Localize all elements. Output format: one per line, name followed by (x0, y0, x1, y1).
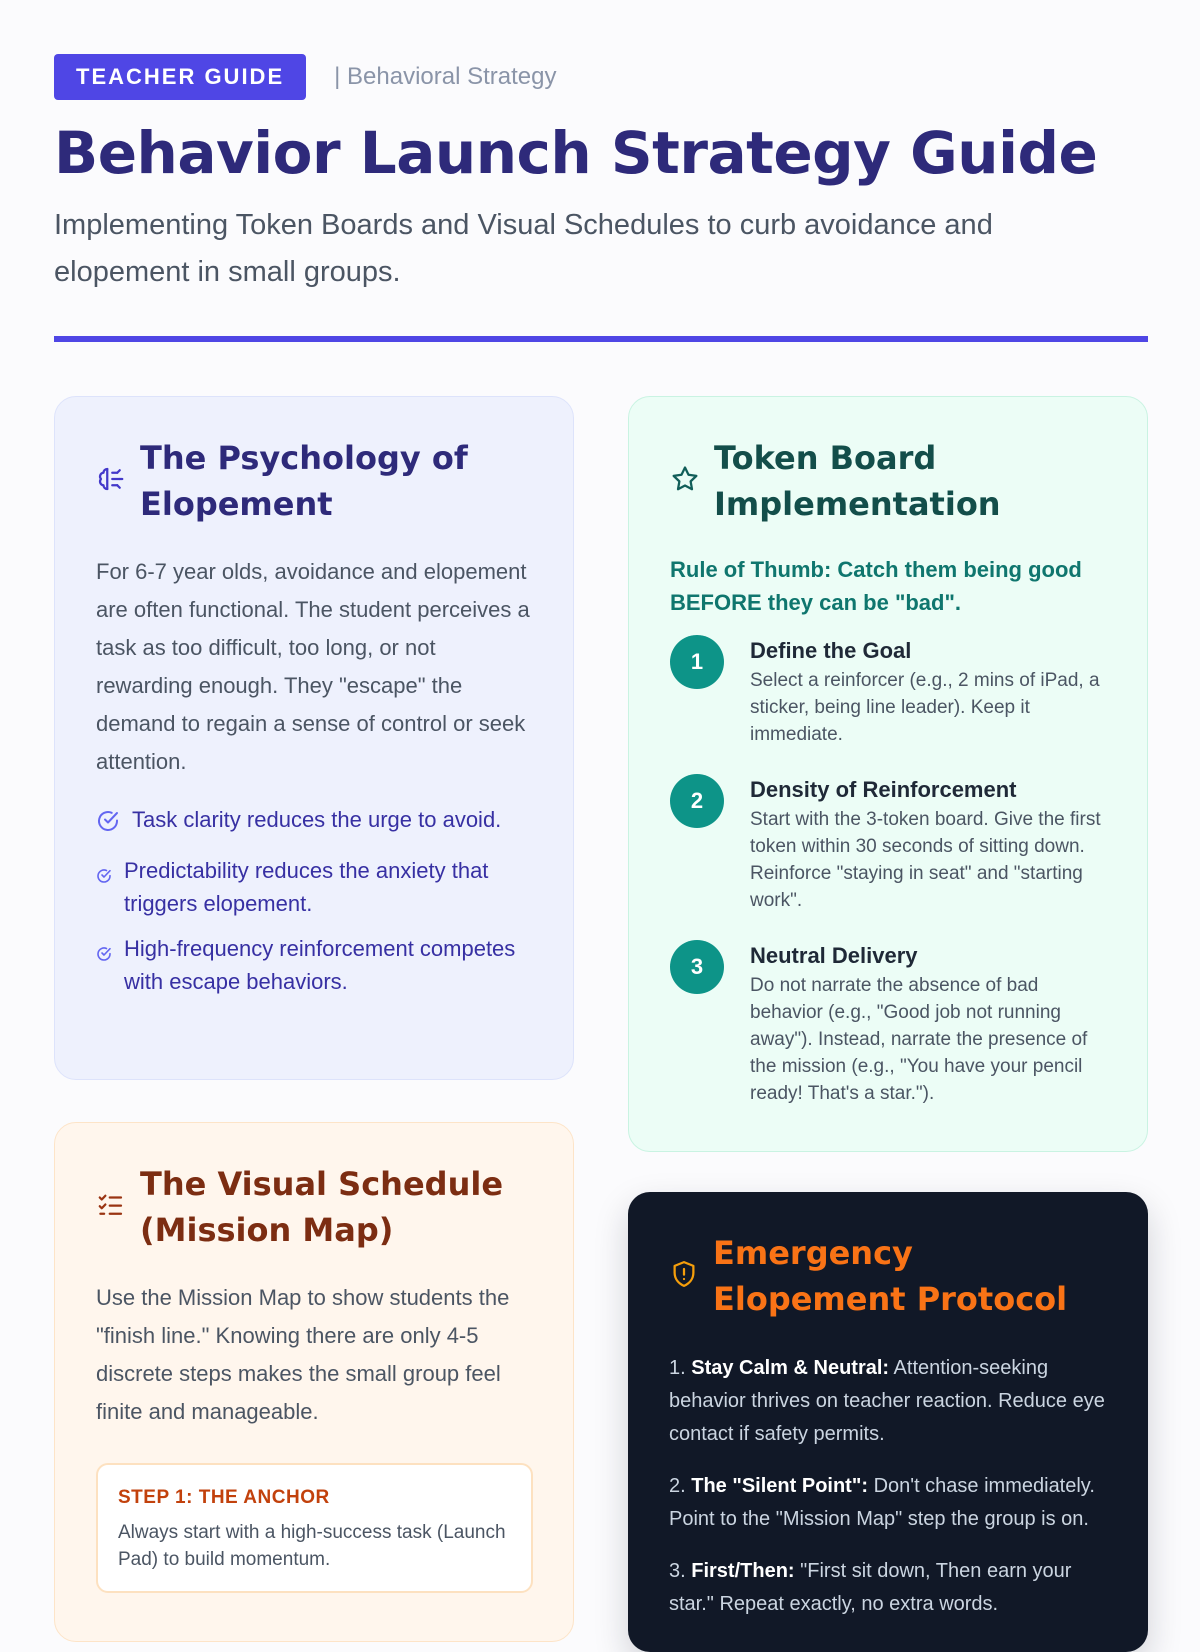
psychology-card (54, 396, 574, 1080)
protocol-list (669, 1352, 1108, 1621)
teacher-guide-badge: TEACHER GUIDE (54, 54, 306, 100)
protocol-label: The "Silent Point": (691, 1475, 868, 1497)
brain-icon (96, 464, 126, 494)
tag-row (54, 54, 1148, 100)
protocol-text: Attention-seeking behavior thrives on teacher reaction. Reduce eye contact if safety permits. (669, 1357, 1105, 1445)
token-steps (670, 635, 1107, 1107)
token-card-header (670, 435, 1107, 527)
step-description: Select a reinforcer (e.g., 2 mins of iPad, a sticker, being line leader). Keep it immediate. (750, 670, 1100, 745)
page-title: Behavior Launch Strategy Guide (54, 119, 1098, 187)
step-body (750, 940, 1107, 1107)
shield-alert-icon (669, 1259, 699, 1289)
psychology-title: The Psychology of Elopement (140, 439, 468, 523)
check-circle-icon (96, 809, 120, 842)
list-item (669, 1555, 1108, 1621)
list-item (670, 635, 1107, 748)
step-description: Do not narrate the absence of bad behavior (e.g., "Good job not running away"). Instead, narrate the presence of the mission (e.g., "You have your pencil ready! That's a star."). (750, 975, 1088, 1104)
visual-schedule-card (54, 1122, 574, 1642)
step-title: Define the Goal (750, 638, 912, 663)
protocol-number: 3. (669, 1560, 686, 1582)
token-board-card (628, 396, 1148, 1152)
star-icon (670, 464, 700, 494)
step-number: 3 (670, 940, 724, 994)
list-item (670, 940, 1107, 1107)
list-item (96, 803, 533, 842)
page-header (54, 54, 1148, 296)
anchor-step-box (96, 1463, 533, 1593)
rule-of-thumb: Rule of Thumb: Catch them being good BEFORE they can be "bad". (670, 557, 1082, 615)
schedule-body: Use the Mission Map to show students the "finish line." Knowing there are only 4-5 discrete steps makes the small group feel finite and manageable. (96, 1285, 510, 1424)
list-item (669, 1352, 1108, 1451)
step-description: Start with the 3-token board. Give the first token within 30 seconds of sitting down. Reinforce "staying in seat" and "starting work". (750, 809, 1101, 911)
list-item (96, 854, 533, 920)
point-text: Task clarity reduces the urge to avoid. (132, 807, 502, 832)
checklist-icon (96, 1190, 126, 1220)
emergency-title: Emergency Elopement Protocol (713, 1234, 1068, 1318)
check-circle-icon (96, 938, 112, 971)
protocol-text: "First sit down, Then earn your star." Repeat exactly, no extra words. (669, 1560, 1072, 1615)
step-number: 2 (670, 774, 724, 828)
token-title: Token Board Implementation (714, 439, 1001, 523)
protocol-label: First/Then: (691, 1560, 795, 1582)
psychology-points (96, 803, 533, 998)
schedule-card-header (96, 1161, 533, 1253)
list-item (670, 774, 1107, 914)
list-item (96, 932, 533, 998)
emergency-protocol-card (628, 1192, 1148, 1652)
step-title: Density of Reinforcement (750, 777, 1017, 802)
psychology-body: For 6-7 year olds, avoidance and elopement are often functional. The student perceives a task as too difficult, too long, or not rewarding enough. They "escape" the demand to regain a sense of control or seek attention. (96, 559, 530, 774)
header-divider (54, 336, 1148, 342)
check-circle-icon (96, 860, 112, 893)
list-item (669, 1470, 1108, 1536)
step-body (750, 774, 1107, 914)
anchor-step-label: STEP 1: THE ANCHOR (118, 1487, 330, 1508)
point-text: High-frequency reinforcement competes with escape behaviors. (124, 936, 516, 994)
step-number: 1 (670, 635, 724, 689)
category-label: | Behavioral Strategy (334, 63, 557, 90)
schedule-title: The Visual Schedule (Mission Map) (140, 1165, 504, 1249)
protocol-number: 2. (669, 1475, 686, 1497)
point-text: Predictability reduces the anxiety that triggers elopement. (124, 858, 489, 916)
page-subtitle: Implementing Token Boards and Visual Schedules to curb avoidance and elopement in small groups. (54, 209, 993, 288)
anchor-step-description: Always start with a high-success task (Launch Pad) to build momentum. (118, 1522, 506, 1570)
protocol-text: Don't chase immediately. Point to the "Mission Map" step the group is on. (669, 1475, 1095, 1530)
step-title: Neutral Delivery (750, 943, 918, 968)
psychology-card-header (96, 435, 533, 527)
step-body (750, 635, 1107, 748)
emergency-card-header (669, 1230, 1108, 1322)
protocol-number: 1. (669, 1357, 686, 1379)
protocol-label: Stay Calm & Neutral: (691, 1357, 890, 1379)
